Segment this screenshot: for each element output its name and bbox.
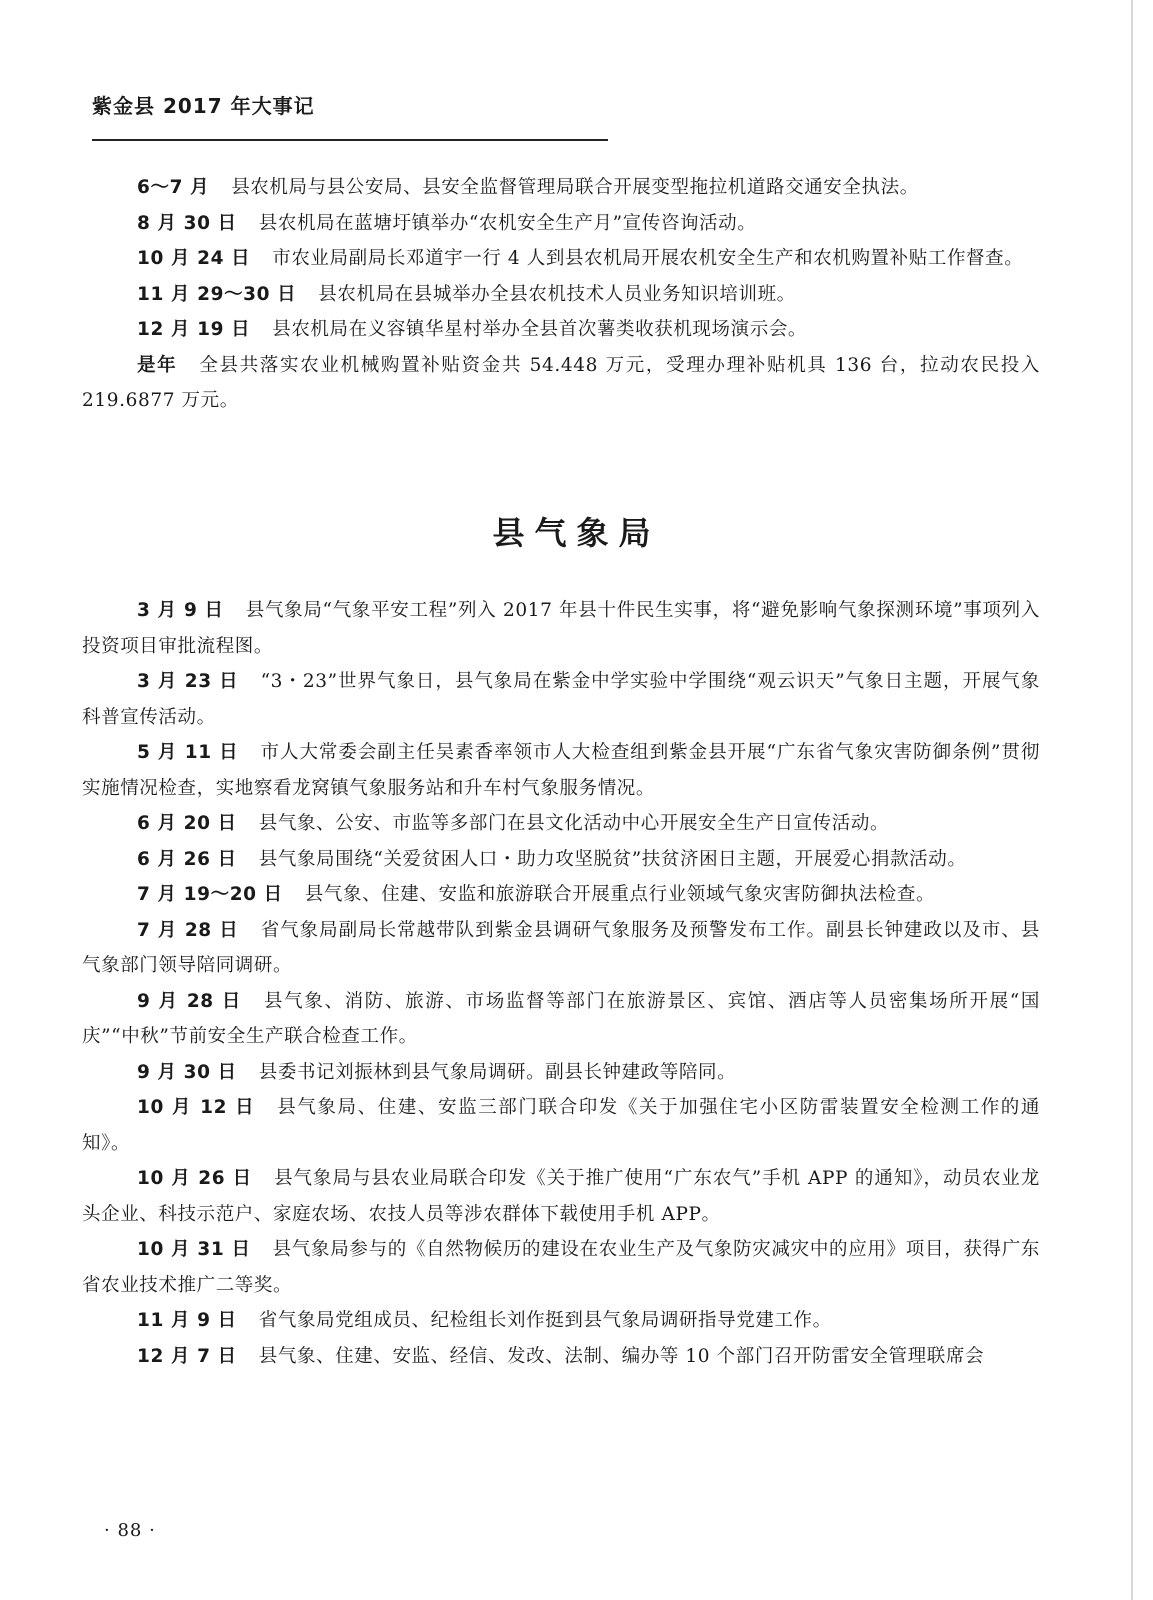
entry-date: 8 月 30 日 [137, 212, 237, 234]
chronicle-entry [82, 312, 1040, 348]
chronicle-entry [82, 348, 1040, 419]
chronicle-entry [82, 593, 1040, 664]
chronicle-entry [82, 1090, 1040, 1161]
entry-date: 7 月 19～20 日 [137, 884, 283, 905]
entry-date: 6～7 月 [137, 177, 210, 198]
chronicle-entry [82, 1339, 1040, 1375]
entry-text: 县气象局、住建、安监三部门联合印发《关于加强住宅小区防雷装置安全检测工作的通知》。 [82, 1097, 1040, 1154]
entry-text: 县气象、公安、市监等多部门在县文化活动中心开展安全生产日宣传活动。 [258, 813, 890, 834]
entry-text: 省气象局党组成员、纪检组长刘作挺到县气象局调研指导党建工作。 [258, 1310, 832, 1331]
chronicle-entry [82, 877, 1040, 913]
entry-text: 县气象局“气象平安工程”列入 2017 年县十件民生实事，将“避免影响气象探测环境”事项列入投资项目审批流程图。 [82, 600, 1040, 657]
entry-date: 10 月 12 日 [137, 1097, 256, 1118]
entry-date: 10 月 31 日 [137, 1239, 251, 1260]
entry-date: 10 月 26 日 [137, 1168, 253, 1189]
entry-date: 11 月 29～30 日 [137, 283, 297, 305]
entry-date: 9 月 28 日 [137, 990, 243, 1012]
chronicle-entry [82, 842, 1040, 878]
chronicle-entry [82, 241, 1040, 277]
chronicle-entry [82, 664, 1040, 735]
entry-date: 5 月 11 日 [137, 742, 239, 763]
entry-date: 11 月 9 日 [137, 1310, 237, 1331]
header-rule [92, 139, 608, 141]
entry-text: 县农机局与县公安局、县安全监督管理局联合开展变型拖拉机道路交通安全执法。 [231, 177, 919, 198]
entry-text: 县气象局与县农业局联合印发《关于推广使用“广东农气”手机 APP 的通知》，动员农业龙头企业、科技示范户、家庭农场、农技人员等涉农群体下载使用手机 APP。 [82, 1168, 1040, 1225]
chronicle-entry [82, 806, 1040, 842]
page-number: · 88 · [104, 1520, 156, 1541]
entry-date: 9 月 30 日 [137, 1061, 237, 1083]
chronicle-entry [82, 913, 1040, 984]
entry-text: “3・23”世界气象日，县气象局在紫金中学实验中学围绕“观云识天”气象日主题，开展气象科普宣传活动。 [82, 671, 1040, 728]
chronicle-entry [82, 170, 1040, 206]
section-title: 县气象局 [492, 514, 661, 552]
entry-text: 县农机局在蓝塘圩镇举办“农机安全生产月”宣传咨询活动。 [258, 212, 757, 234]
entry-date: 12 月 19 日 [137, 319, 251, 340]
entry-date: 3 月 9 日 [137, 600, 224, 621]
chronicle-entry [82, 277, 1040, 313]
entry-text: 市人大常委会副主任吴素香率领市人大检查组到紫金县开展“广东省气象灾害防御条例”贯彻实施情况检查，实地察看龙窝镇气象服务站和升车村气象服务情况。 [82, 742, 1040, 799]
chronicle-entry [82, 984, 1040, 1055]
chronicle-entry [82, 1055, 1040, 1091]
entry-date: 3 月 23 日 [137, 671, 239, 692]
chronicle-entry [82, 1303, 1040, 1339]
entry-text: 县气象、住建、安监、经信、发改、法制、编办等 10 个部门召开防雷安全管理联席会 [258, 1345, 985, 1367]
entry-text: 县委书记刘振林到县气象局调研。副县长钟建政等陪同。 [258, 1061, 737, 1083]
entry-date: 是年 [137, 354, 178, 376]
entry-date: 6 月 20 日 [137, 813, 237, 834]
section-agri-machinery [82, 170, 1040, 419]
chronicle-entry [82, 735, 1040, 806]
section-meteorology [82, 593, 1040, 1374]
entry-text: 全县共落实农业机械购置补贴资金共 54.448 万元，受理办理补贴机具 136 台，拉动农民投入 219.6877 万元。 [82, 354, 1041, 411]
entry-date: 10 月 24 日 [137, 248, 251, 269]
entry-text: 县气象局围绕“关爱贫困人口・助力攻坚脱贫”扶贫济困日主题，开展爱心捐款活动。 [258, 848, 967, 870]
page-edge-shadow [1131, 0, 1133, 1600]
entry-text: 市农业局副局长邓道宇一行 4 人到县农机局开展农机安全生产和农机购置补贴工作督查。 [272, 248, 1024, 269]
entry-text: 县农机局在县城举办全县农机技术人员业务知识培训班。 [318, 283, 796, 305]
entry-text: 省气象局副局长常越带队到紫金县调研气象服务及预警发布工作。副县长钟建政以及市、县气象部门领导陪同调研。 [82, 919, 1040, 976]
entry-text: 县气象、住建、安监和旅游联合开展重点行业领域气象灾害防御执法检查。 [304, 884, 936, 905]
entry-date: 7 月 28 日 [137, 919, 239, 941]
chronicle-entry [82, 206, 1040, 242]
entry-text: 县气象局参与的《自然物候历的建设在农业生产及气象防灾减灾中的应用》项目，获得广东省农业技术推广二等奖。 [82, 1239, 1040, 1296]
chronicle-entry [82, 1161, 1040, 1232]
entry-date: 6 月 26 日 [137, 848, 237, 870]
entry-text: 县农机局在义容镇华星村举办全县首次薯类收获机现场演示会。 [272, 319, 808, 340]
entry-text: 县气象、消防、旅游、市场监督等部门在旅游景区、宾馆、酒店等人员密集场所开展“国庆”“中秋”节前安全生产联合检查工作。 [82, 990, 1040, 1047]
entry-date: 12 月 7 日 [137, 1345, 237, 1367]
chronicle-entry [82, 1232, 1040, 1303]
running-header: 紫金县 2017 年大事记 [92, 94, 315, 118]
